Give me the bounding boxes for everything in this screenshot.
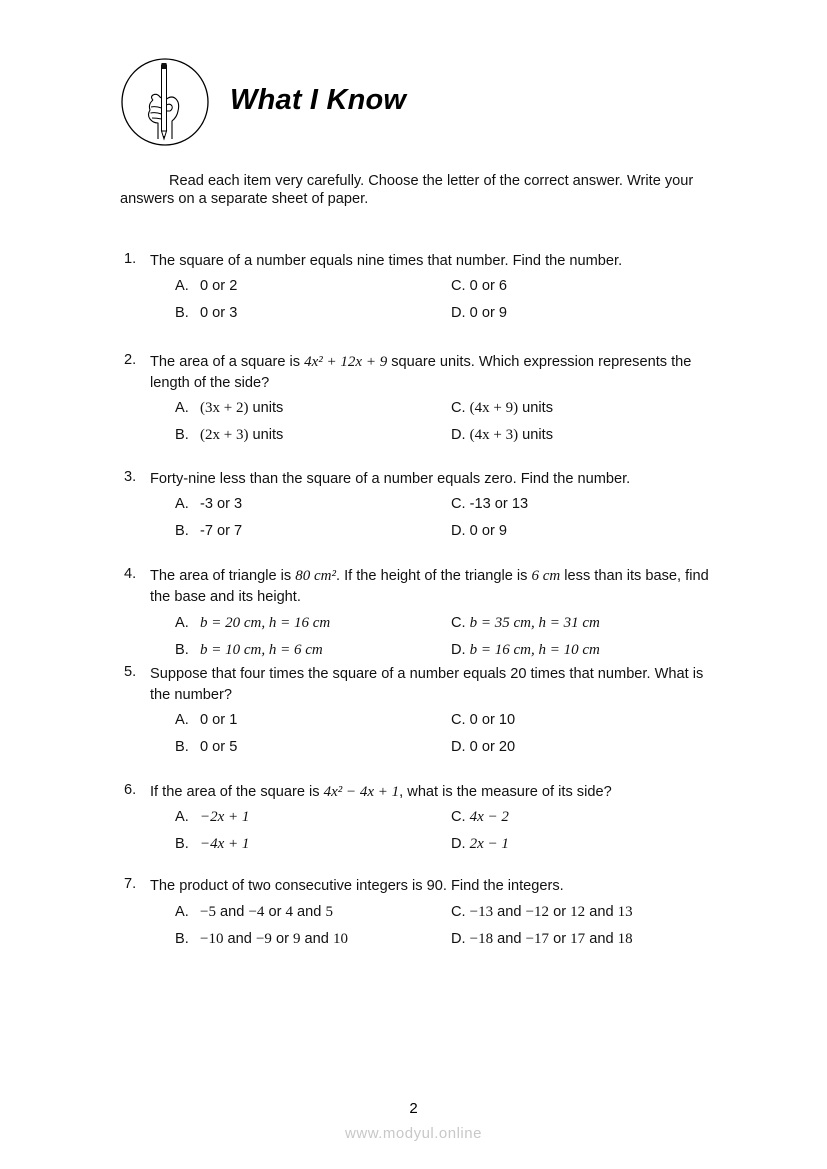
question-text: Suppose that four times the square of a number equals 20 times that number. What is the number?: [150, 666, 704, 703]
option-text: -3 or 3: [200, 496, 243, 512]
option-text: 0 or 9: [469, 523, 507, 539]
number: 5: [325, 904, 333, 920]
number: −4: [248, 904, 265, 920]
option-text: units: [518, 427, 553, 443]
question-text: The product of two consecutive integers is 90. Find the integers.: [150, 878, 564, 894]
option-text: 0 or 20: [469, 739, 516, 755]
text: and: [493, 931, 526, 947]
number: 10: [332, 931, 348, 947]
math-expression: (3x + 2): [200, 400, 249, 416]
option-letter: A.: [175, 809, 189, 825]
option-b: [175, 427, 283, 444]
option-text: units: [518, 400, 553, 416]
option-a: [175, 904, 333, 921]
option-c: [451, 278, 507, 294]
option-d: [451, 427, 553, 444]
number: −12: [525, 904, 550, 920]
page-number: 2: [409, 1100, 418, 1117]
text: If the area of the square is: [150, 784, 324, 800]
option-a: [175, 809, 249, 826]
option-a: [175, 400, 283, 417]
option-letter: B.: [175, 305, 189, 321]
math-expression: 6 cm: [531, 568, 561, 584]
question-number: 5.: [124, 664, 137, 680]
option-letter: C.: [451, 904, 466, 920]
text: The area of a square is: [150, 354, 305, 370]
option-letter: A.: [175, 496, 189, 512]
option-text: units: [248, 427, 284, 443]
math-expression: −4x + 1: [200, 836, 250, 852]
option-letter: B.: [175, 642, 189, 658]
option-a: [175, 278, 237, 294]
option-letter: C.: [451, 496, 466, 512]
option-text: 0 or 9: [469, 305, 507, 321]
text: and: [300, 931, 333, 947]
option-b: [175, 931, 348, 948]
page-title: What I Know: [230, 84, 407, 116]
option-letter: A.: [175, 904, 189, 920]
option-letter: D.: [451, 305, 466, 321]
number: −18: [469, 931, 494, 947]
question-number: 1.: [124, 251, 137, 267]
option-letter: B.: [175, 931, 189, 947]
number: −13: [469, 904, 494, 920]
option-d: [451, 305, 507, 321]
option-letter: C.: [451, 400, 466, 416]
option-text: 0 or 10: [469, 712, 516, 728]
option-c: [451, 712, 515, 728]
option-a: [175, 615, 330, 632]
question-number: 4.: [124, 566, 137, 582]
text: and: [585, 904, 618, 920]
question-number: 2.: [124, 352, 137, 368]
instructions: Read each item very carefully. Choose the letter of the correct answer. Write your answers on a separate sheet of paper.: [120, 173, 694, 207]
text: and: [493, 904, 526, 920]
number: 18: [617, 931, 633, 947]
option-d: [451, 931, 633, 948]
option-c: [451, 809, 509, 826]
text: less than its base, find the base and its height.: [150, 568, 709, 605]
number: 9: [293, 931, 301, 947]
option-letter: C.: [451, 712, 466, 728]
option-letter: D.: [451, 836, 466, 852]
text: The area of triangle is: [150, 568, 296, 584]
math-expression: 80 cm²: [295, 568, 336, 584]
option-letter: D.: [451, 642, 466, 658]
hand-holding-pencil-icon: [120, 57, 210, 147]
option-d: [451, 739, 515, 755]
watermark: www.modyul.online: [345, 1125, 482, 1142]
number: −5: [200, 904, 216, 920]
option-c: [451, 496, 528, 512]
option-a: [175, 712, 237, 728]
math-expression: 4x − 2: [469, 809, 509, 825]
math-expression: b = 20 cm, h = 16 cm: [200, 615, 331, 631]
option-c: [451, 615, 600, 632]
text: , what is the measure of its side?: [399, 784, 612, 800]
math-expression: b = 10 cm, h = 6 cm: [200, 642, 323, 658]
option-d: [451, 836, 509, 853]
text: or: [271, 931, 293, 947]
option-letter: A.: [175, 615, 189, 631]
question-text: Forty-nine less than the square of a number equals zero. Find the number.: [150, 471, 631, 487]
option-text: 0 or 5: [200, 739, 238, 755]
text: and: [293, 904, 326, 920]
option-a: [175, 496, 242, 512]
question-number: 7.: [124, 876, 137, 892]
option-letter: D.: [451, 739, 466, 755]
math-expression: (4x + 9): [469, 400, 519, 416]
text: square units. Which expression represents the length of the side?: [150, 354, 692, 391]
option-text: -13 or 13: [469, 496, 529, 512]
number: −10: [200, 931, 224, 947]
option-letter: C.: [451, 278, 466, 294]
option-letter: C.: [451, 809, 466, 825]
question-text: [150, 782, 720, 803]
option-b: [175, 739, 237, 755]
text: and: [585, 931, 618, 947]
option-c: [451, 904, 633, 921]
question-number: 3.: [124, 469, 137, 485]
math-expression: 4x² − 4x + 1: [323, 784, 400, 800]
text: or: [549, 904, 571, 920]
option-letter: B.: [175, 836, 189, 852]
option-d: [451, 642, 600, 659]
math-expression: b = 16 cm, h = 10 cm: [469, 642, 600, 658]
option-b: [175, 305, 237, 321]
number: −17: [525, 931, 550, 947]
option-letter: B.: [175, 523, 189, 539]
option-text: 0 or 6: [469, 278, 507, 294]
option-text: 0 or 3: [200, 305, 238, 321]
option-letter: D.: [451, 931, 466, 947]
question-number: 6.: [124, 782, 137, 798]
text: and: [215, 904, 249, 920]
question-text: [150, 352, 720, 394]
number: 17: [570, 931, 586, 947]
option-letter: A.: [175, 400, 189, 416]
number: −9: [255, 931, 272, 947]
math-expression: −2x + 1: [200, 809, 250, 825]
option-letter: C.: [451, 615, 466, 631]
number: 13: [617, 904, 633, 920]
option-text: 0 or 2: [200, 278, 238, 294]
number: 12: [570, 904, 586, 920]
number: 4: [285, 904, 293, 920]
option-letter: B.: [175, 427, 189, 443]
math-expression: b = 35 cm, h = 31 cm: [469, 615, 600, 631]
option-letter: D.: [451, 523, 466, 539]
text: and: [223, 931, 256, 947]
option-b: [175, 523, 242, 539]
option-letter: D.: [451, 427, 466, 443]
section-header: [120, 57, 520, 147]
text: or: [549, 931, 571, 947]
text: . If the height of the triangle is: [335, 568, 532, 584]
math-expression: 4x² + 12x + 9: [304, 354, 388, 370]
question-text: [150, 566, 720, 608]
question-text: The square of a number equals nine times that number. Find the number.: [150, 253, 623, 269]
math-expression: (2x + 3): [200, 427, 249, 443]
math-expression: (4x + 3): [469, 427, 519, 443]
option-letter: A.: [175, 278, 189, 294]
option-letter: A.: [175, 712, 189, 728]
option-b: [175, 642, 323, 659]
option-d: [451, 523, 507, 539]
option-text: 0 or 1: [200, 712, 238, 728]
math-expression: 2x − 1: [469, 836, 509, 852]
option-text: units: [248, 400, 284, 416]
text: or: [264, 904, 286, 920]
option-text: -7 or 7: [200, 523, 243, 539]
option-c: [451, 400, 553, 417]
option-letter: B.: [175, 739, 189, 755]
option-b: [175, 836, 249, 853]
